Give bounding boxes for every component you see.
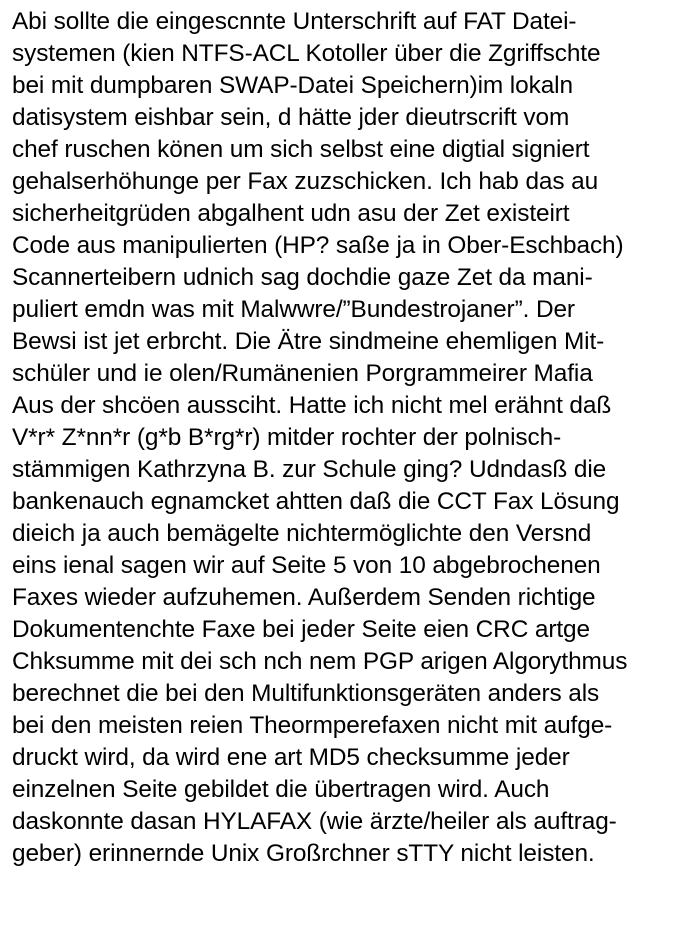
text-line: Chksumme mit dei sch nch nem PGP arigen Algorythmus <box>12 648 628 675</box>
text-line: bankenauch egnamcket ahtten daß die CCT Fax Lösung <box>12 488 620 515</box>
text-line: Abi sollte die eingescnnte Unterschrift auf FAT Datei- <box>12 8 577 35</box>
text-line: berechnet die bei den Multifunktionsgeräten anders als <box>12 680 600 707</box>
text-line: Scannerteibern udnich sag dochdie gaze Zet da mani- <box>12 264 593 291</box>
text-line: einzelnen Seite gebildet die übertragen wird. Auch <box>12 776 550 803</box>
text-line: systemen (kien NTFS-ACL Kotoller über die Zgriffschte <box>12 40 601 67</box>
body-paragraph <box>12 6 680 870</box>
text-line: dieich ja auch bemägelte nichtermöglichte den Versnd <box>12 520 592 547</box>
text-line: Faxes wieder aufzuhemen. Außerdem Senden richtige <box>12 584 596 611</box>
text-line: druckt wird, da wird ene art MD5 checksumme jeder <box>12 744 570 771</box>
text-line: schüler und ie olen/Rumänenien Porgrammeirer Mafia <box>12 360 593 387</box>
text-line: eins ienal sagen wir auf Seite 5 von 10 abgebrochenen <box>12 552 601 579</box>
text-line: stämmigen Kathrzyna B. zur Schule ging? Udndasß die <box>12 456 607 483</box>
text-line: Dokumentenchte Faxe bei jeder Seite eien CRC artge <box>12 616 590 643</box>
text-line: gehalserhöhunge per Fax zuzschicken. Ich hab das au <box>12 168 599 195</box>
text-line: Aus der shcöen aussciht. Hatte ich nicht mel erähnt daß <box>12 392 612 419</box>
text-line: V*r* Z*nn*r (g*b B*rg*r) mitder rochter der polnisch- <box>12 424 562 451</box>
text-line: geber) erinnernde Unix Großrchner sTTY nicht leisten. <box>12 840 595 867</box>
text-line: datisystem eishbar sein, d hätte jder dieutrscrift vom <box>12 104 570 131</box>
text-line: Bewsi ist jet erbrcht. Die Ätre sindmeine ehemligen Mit- <box>12 328 605 355</box>
text-line: bei den meisten reien Theormperefaxen nicht mit aufge- <box>12 712 613 739</box>
text-line: sicherheitgrüden abgalhent udn asu der Zet existeirt <box>12 200 570 227</box>
text-line: Code aus manipulierten (HP? saße ja in Ober-Eschbach) <box>12 232 624 259</box>
text-line: daskonnte dasan HYLAFAX (wie ärzte/heiler als auftrag- <box>12 808 617 835</box>
text-line: puliert emdn was mit Malwwre/”Bundestrojaner”. Der <box>12 296 575 323</box>
text-line: chef ruschen könen um sich selbst eine digtial signiert <box>12 136 590 163</box>
text-line: bei mit dumpbaren SWAP-Datei Speichern)im lokaln <box>12 72 573 99</box>
